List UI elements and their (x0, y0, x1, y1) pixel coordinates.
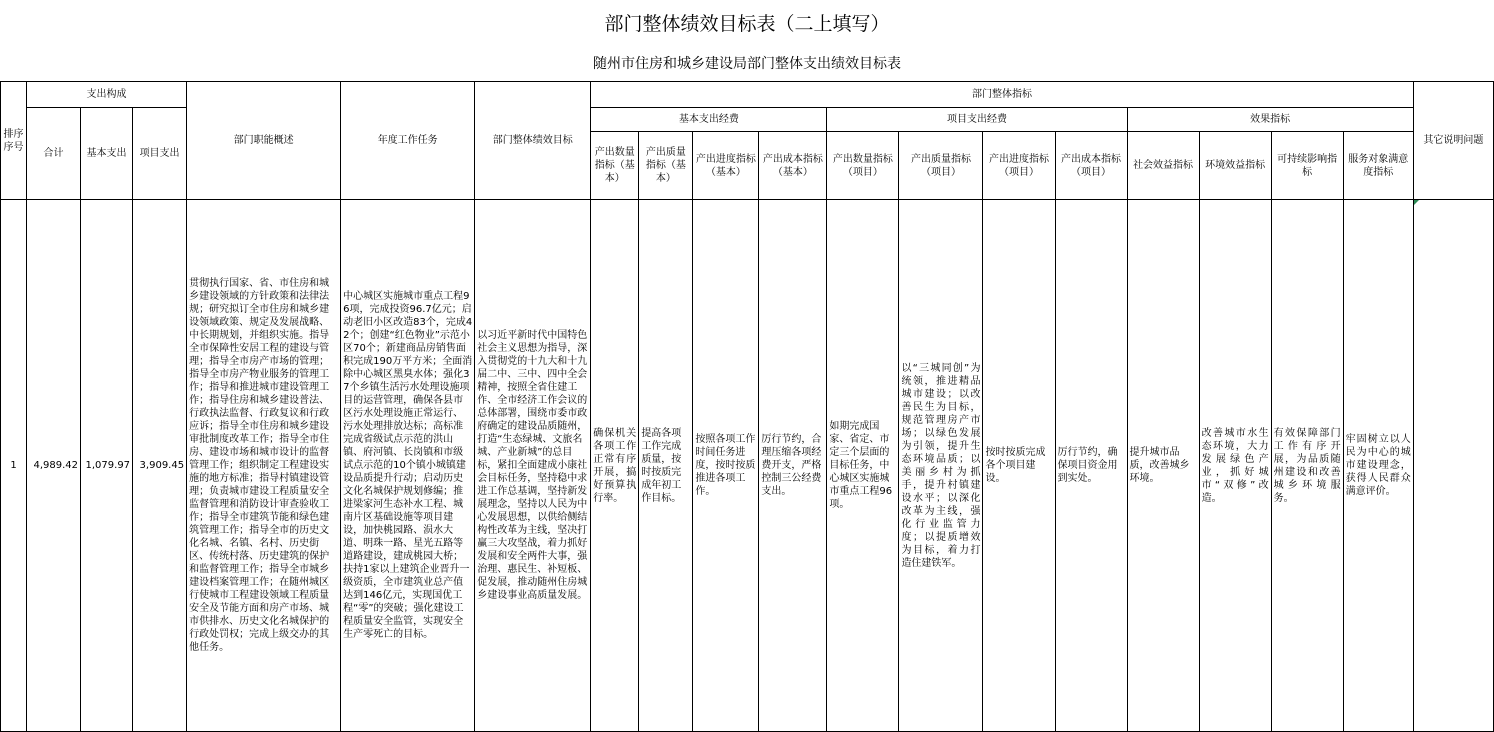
header-annual-tasks: 年度工作任务 (341, 82, 475, 200)
cell-basic-expense: 1,079.97 (81, 200, 133, 732)
header-output-progress-basic: 产出进度指标（基本） (693, 132, 759, 200)
cell-env-benefit: 改善城市水生态环境，大力发展绿色产业，抓好城市“双修”改造。 (1199, 200, 1271, 732)
cell-social-benefit: 提升城市品质，改善城乡环境。 (1127, 200, 1199, 732)
cell-total: 4,989.42 (27, 200, 81, 732)
cell-other-notes[interactable] (1413, 200, 1493, 732)
header-basic-funds: 基本支出经费 (591, 108, 827, 132)
header-spending-structure: 支出构成 (27, 82, 187, 108)
header-dept-functions: 部门职能概述 (187, 82, 341, 200)
header-other-notes: 其它说明问题 (1413, 82, 1493, 200)
header-effect-indicators: 效果指标 (1127, 108, 1413, 132)
header-env-benefit: 环境效益指标 (1199, 132, 1271, 200)
header-seq: 排序序号 (1, 82, 27, 200)
header-output-progress-project: 产出进度指标（项目） (983, 132, 1055, 200)
cell-output-cost-basic: 厉行节约，合理压缩各项经费开支，严格控制三公经费支出。 (759, 200, 827, 732)
table-row (1, 200, 1494, 732)
cell-overall-goal: 以习近平新时代中国特色社会主义思想为指导，深入贯彻党的十九大和十九届二中、三中、四中全会精神，按照全省住建工作、全市经济工作会议的总体部署，围绕市委市政府确定的建设品质随州，打造“生态绿城、文旅名城、产业新城”的总目标，紧扣全面建成小康社会目标任务，坚持稳中求进工作总基调，坚持新发展理念，坚持以人民为中心发展思想，以供给侧结构性改革为主线，坚决打赢三大攻坚战，着力抓好发展和安全两件大事，强治理、惠民生、补短板、促发展，推动随州住房城乡建设事业高质量发展。 (475, 200, 591, 732)
header-overall-indicators: 部门整体指标 (591, 82, 1414, 108)
header-output-quantity-project: 产出数量指标（项目） (827, 132, 899, 200)
cell-output-quality-project: 以“三城同创”为统领，推进精品城市建设；以改善民生为目标，规范管理房产市场；以绿色发展为引领，提升生态环境品质；以美丽乡村为抓手，提升村镇建设水平；以深化改革为主线，强化行业监管力度；以提质增效为目标，着力打造住建铁军。 (899, 200, 983, 732)
header-service-satisfaction: 服务对象满意度指标 (1343, 132, 1413, 200)
cell-service-satisfaction: 牢固树立以人民为中心的城市建设理念，获得人民群众满意评价。 (1343, 200, 1413, 732)
header-output-quality-basic: 产出质量指标（基本） (639, 132, 693, 200)
header-output-cost-project: 产出成本指标（项目） (1055, 132, 1127, 200)
cell-sustainable-impact: 有效保障部门工作有序开展，为品质随州建设和改善城乡环境服务。 (1271, 200, 1343, 732)
cell-seq: 1 (1, 200, 27, 732)
page-title: 部门整体绩效目标表（二上填写） (604, 13, 890, 35)
cell-output-quality-basic: 提高各项工作完成质量，按时按质完成年初工作目标。 (639, 200, 693, 732)
cell-dept-functions: 贯彻执行国家、省、市住房和城乡建设领域的方针政策和法律法规；研究拟订全市住房和城乡建设领域政策、规定及发展战略、中长期规划，并组织实施。指导全市保障性安居工程的建设与管理；指导全市房产市场的管理；指导全市房产物业服务的管理工作；指导和推进城市建设管理工作；指导住房和城乡建设普法、行政执法监督、行政复议和行政应诉；指导全市住房和城乡建设审批制度改革工作；指导全市住房、建设市场和城市设计的监督管理工作；组织制定工程建设实施的地方标准；指导村镇建设管理；负责城市建设工程质量安全监督管理和消防设计审查验收工作；指导全市建筑节能和绿色建筑管理工作；指导全市的历史文化名城、名镇、名村、历史街区、传统村落、历史建筑的保护和监督管理工作；指导全市城乡建设档案管理工作；在随州城区行使城市工程建设领域工程质量安全及节能方面和房产市场、城市供排水、历史文化名城保护的行政处罚权；完成上级交办的其他任务。 (187, 200, 341, 732)
header-sustainable-impact: 可持续影响指标 (1271, 132, 1343, 200)
cell-project-expense: 3,909.45 (133, 200, 187, 732)
cell-annual-tasks: 中心城区实施城市重点工程96项，完成投资96.7亿元；启动老旧小区改造83个，完成42个；创建“红色物业”示范小区70个；新建商品房销售面积完成190万平方米；全面消除中心城区黑臭水体；强化37个乡镇生活污水处理设施项目的运营管理，确保各县市区污水处理设施正常运行、污水处理排放达标；高标准完成省级试点示范的洪山镇、府河镇、长岗镇和市级试点示范的10个镇小城镇建设品质提升行动；启动历史文化名城保护规划修编；推进梁家河生态补水工程、城南片区基础设施等项目建设，加快桃园路、涢水大道、明珠一路、星光五路等道路建设，建成桃园大桥；扶持1家以上建筑企业晋升一级资质，全市建筑业总产值达到146亿元，实现国优工程“零”的突破；强化建设工程质量安全监管，实现安全生产零死亡的目标。 (341, 200, 475, 732)
cell-output-progress-basic: 按照各项工作时间任务进度，按时按质推进各项工作。 (693, 200, 759, 732)
table-subtitle: 随州市住房和城乡建设局部门整体支出绩效目标表 (593, 56, 901, 72)
header-project-funds: 项目支出经费 (827, 108, 1127, 132)
header-output-quality-project: 产出质量指标（项目） (899, 132, 983, 200)
cell-output-cost-project: 厉行节约，确保项目资金用到实处。 (1055, 200, 1127, 732)
header-basic-expense: 基本支出 (81, 108, 133, 200)
cell-output-progress-project: 按时按质完成各个项目建设。 (983, 200, 1055, 732)
header-social-benefit: 社会效益指标 (1127, 132, 1199, 200)
header-output-cost-basic: 产出成本指标（基本） (759, 132, 827, 200)
header-project-expense: 项目支出 (133, 108, 187, 200)
header-output-quantity-basic: 产出数量指标（基本） (591, 132, 639, 200)
performance-table (0, 81, 1494, 732)
cell-output-quantity-project: 如期完成国家、省定、市定三个层面的目标任务，中心城区实施城市重点工程96项。 (827, 200, 899, 732)
header-total: 合计 (27, 108, 81, 200)
header-overall-goal: 部门整体绩效目标 (475, 82, 591, 200)
cell-output-quantity-basic: 确保机关各项工作正常有序开展，搞好预算执行率。 (591, 200, 639, 732)
comment-marker-icon (1414, 200, 1419, 205)
